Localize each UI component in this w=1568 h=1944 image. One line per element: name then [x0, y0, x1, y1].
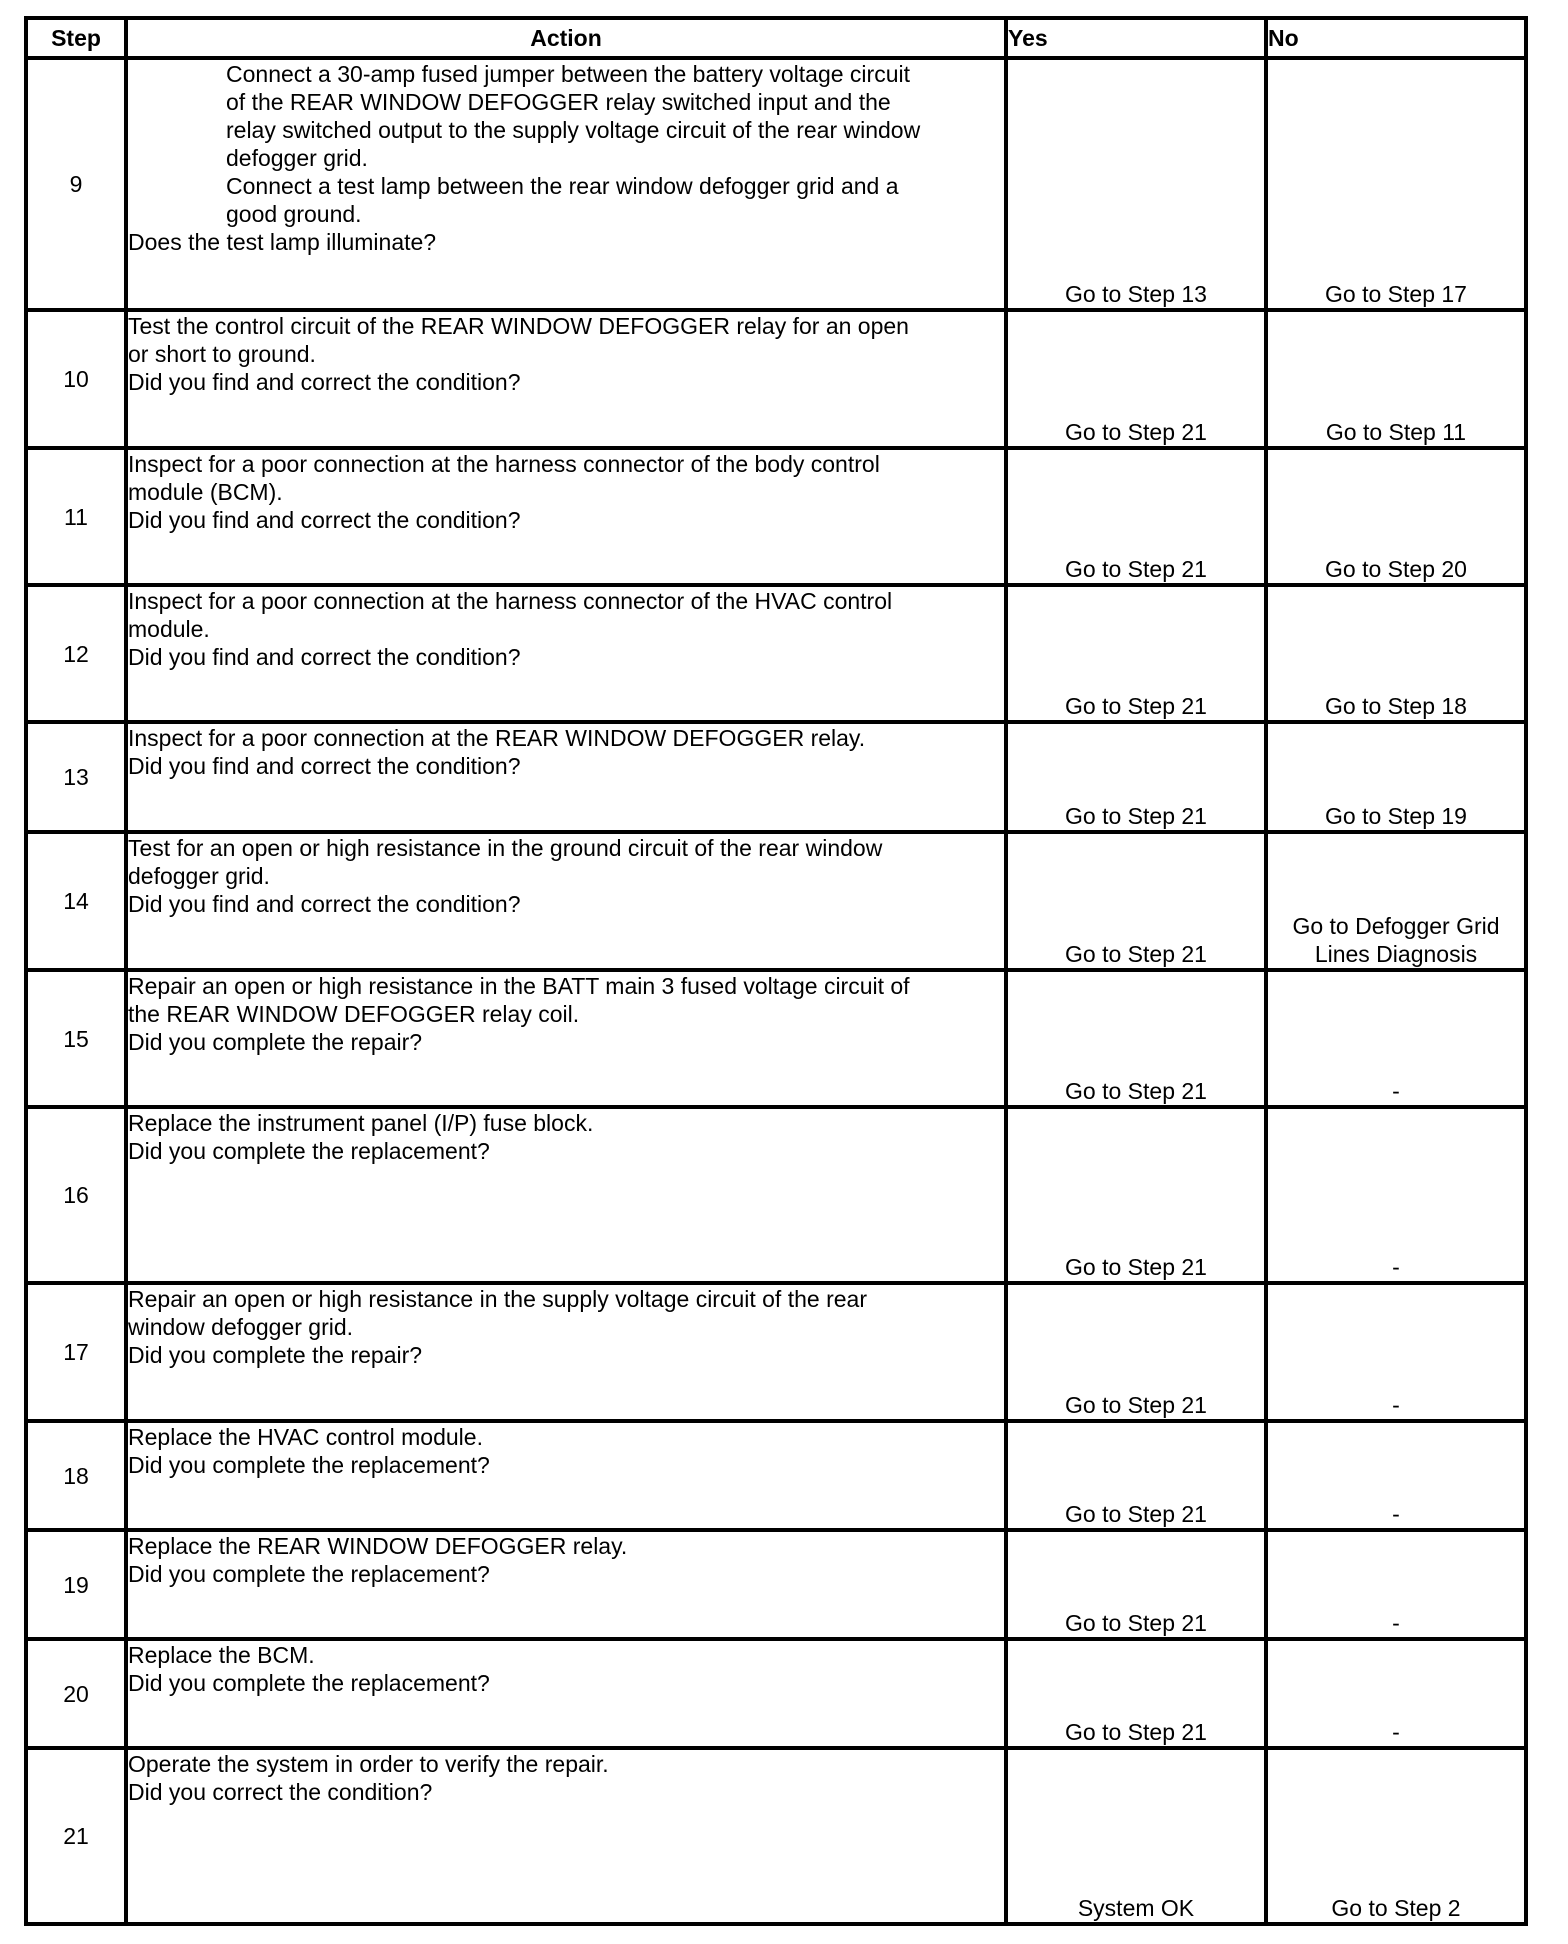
yes-result: Go to Step 21 — [1006, 1639, 1266, 1748]
action-text: Repair an open or high resistance in the supply voltage circuit of the rear window defogger grid. — [128, 1286, 867, 1340]
action-cell — [126, 1421, 1006, 1530]
action-question: Did you complete the replacement? — [128, 1561, 490, 1587]
table-row — [26, 310, 1526, 448]
action-question: Does the test lamp illuminate? — [128, 229, 437, 255]
action-text: Repair an open or high resistance in the BATT main 3 fused voltage circuit of the REAR WINDOW DEFOGGER relay coil. — [128, 973, 910, 1027]
step-number: 17 — [26, 1283, 126, 1421]
action-question: Did you find and correct the condition? — [128, 369, 521, 395]
action-question: Did you complete the replacement? — [128, 1452, 490, 1478]
yes-result: Go to Step 21 — [1006, 1530, 1266, 1639]
action-cell — [126, 970, 1006, 1107]
table-row — [26, 1748, 1526, 1924]
action-cell — [126, 448, 1006, 585]
header-yes: Yes — [1006, 18, 1266, 58]
action-question: Did you find and correct the condition? — [128, 753, 521, 779]
action-question: Did you find and correct the condition? — [128, 891, 521, 917]
action-cell — [126, 1748, 1006, 1924]
table-row — [26, 1530, 1526, 1639]
table-row — [26, 1639, 1526, 1748]
yes-result: Go to Step 13 — [1006, 58, 1266, 310]
no-result: Go to Step 18 — [1266, 585, 1526, 722]
action-text: Test for an open or high resistance in the ground circuit of the rear window defogger grid. — [128, 835, 883, 889]
diagnostic-table — [24, 16, 1528, 1926]
step-number: 12 — [26, 585, 126, 722]
action-text: Operate the system in order to verify the repair. — [128, 1751, 609, 1777]
table-row — [26, 1107, 1526, 1283]
action-cell — [126, 310, 1006, 448]
action-text: Replace the instrument panel (I/P) fuse block. — [128, 1110, 594, 1136]
action-text: Replace the BCM. — [128, 1642, 315, 1668]
action-question: Did you complete the repair? — [128, 1342, 423, 1368]
table-header — [26, 18, 1526, 58]
action-text: Replace the REAR WINDOW DEFOGGER relay. — [128, 1533, 628, 1559]
header-action: Action — [126, 18, 1006, 58]
yes-result: Go to Step 21 — [1006, 1107, 1266, 1283]
no-result: - — [1266, 1107, 1526, 1283]
no-result: Go to Step 11 — [1266, 310, 1526, 448]
no-result: - — [1266, 1530, 1526, 1639]
action-text: Inspect for a poor connection at the REAR WINDOW DEFOGGER relay. — [128, 725, 866, 751]
step-number: 11 — [26, 448, 126, 585]
table-row — [26, 448, 1526, 585]
table-row — [26, 832, 1526, 970]
action-cell — [126, 832, 1006, 970]
step-number: 10 — [26, 310, 126, 448]
no-result: Go to Step 2 — [1266, 1748, 1526, 1924]
action-cell — [126, 1639, 1006, 1748]
step-number: 14 — [26, 832, 126, 970]
yes-result: Go to Step 21 — [1006, 1283, 1266, 1421]
action-cell — [126, 1107, 1006, 1283]
step-number: 9 — [26, 58, 126, 310]
table-row — [26, 1283, 1526, 1421]
action-text: Inspect for a poor connection at the harness connector of the body control module (BCM). — [128, 451, 880, 505]
table-row — [26, 585, 1526, 722]
table-body — [26, 58, 1526, 1924]
step-number: 21 — [26, 1748, 126, 1924]
no-result — [1266, 832, 1526, 970]
action-cell — [126, 585, 1006, 722]
yes-result: Go to Step 21 — [1006, 310, 1266, 448]
action-question: Did you find and correct the condition? — [128, 644, 521, 670]
action-cell — [126, 1530, 1006, 1639]
no-result: Go to Step 17 — [1266, 58, 1526, 310]
header-step: Step — [26, 18, 126, 58]
yes-result: System OK — [1006, 1748, 1266, 1924]
no-result: - — [1266, 1421, 1526, 1530]
step-number: 15 — [26, 970, 126, 1107]
yes-result: Go to Step 21 — [1006, 448, 1266, 585]
no-result: Go to Step 19 — [1266, 722, 1526, 832]
table-row — [26, 1421, 1526, 1530]
action-question: Did you correct the condition? — [128, 1779, 433, 1805]
step-number: 16 — [26, 1107, 126, 1283]
yes-result: Go to Step 21 — [1006, 970, 1266, 1107]
yes-result: Go to Step 21 — [1006, 1421, 1266, 1530]
table-row — [26, 970, 1526, 1107]
action-text: Test the control circuit of the REAR WINDOW DEFOGGER relay for an open or short to ground. — [128, 313, 909, 367]
no-result: - — [1266, 1639, 1526, 1748]
action-cell — [126, 722, 1006, 832]
header-no: No — [1266, 18, 1526, 58]
table-row — [26, 722, 1526, 832]
action-question: Did you complete the replacement? — [128, 1670, 490, 1696]
step-number: 20 — [26, 1639, 126, 1748]
no-result: - — [1266, 970, 1526, 1107]
table-row — [26, 58, 1526, 310]
step-number: 18 — [26, 1421, 126, 1530]
yes-result: Go to Step 21 — [1006, 585, 1266, 722]
step-number: 19 — [26, 1530, 126, 1639]
action-text: Connect a 30-amp fused jumper between the battery voltage circuit of the REAR WINDOW DEFOGGER relay switched input and the relay switched output to the supply voltage circuit of the rear window defogger grid. Connect a test lamp between the rear window defogger grid and a good ground. — [226, 61, 921, 227]
action-text: Replace the HVAC control module. — [128, 1424, 483, 1450]
action-cell — [126, 58, 1006, 310]
action-question: Did you complete the repair? — [128, 1029, 423, 1055]
yes-result: Go to Step 21 — [1006, 722, 1266, 832]
no-result: - — [1266, 1283, 1526, 1421]
action-cell — [126, 1283, 1006, 1421]
action-question: Did you complete the replacement? — [128, 1138, 490, 1164]
header-row — [26, 18, 1526, 58]
action-question: Did you find and correct the condition? — [128, 507, 521, 533]
no-result-text: Go to Defogger Grid Lines Diagnosis — [1292, 913, 1500, 967]
no-result: Go to Step 20 — [1266, 448, 1526, 585]
action-text: Inspect for a poor connection at the harness connector of the HVAC control module. — [128, 588, 893, 642]
step-number: 13 — [26, 722, 126, 832]
yes-result: Go to Step 21 — [1006, 832, 1266, 970]
